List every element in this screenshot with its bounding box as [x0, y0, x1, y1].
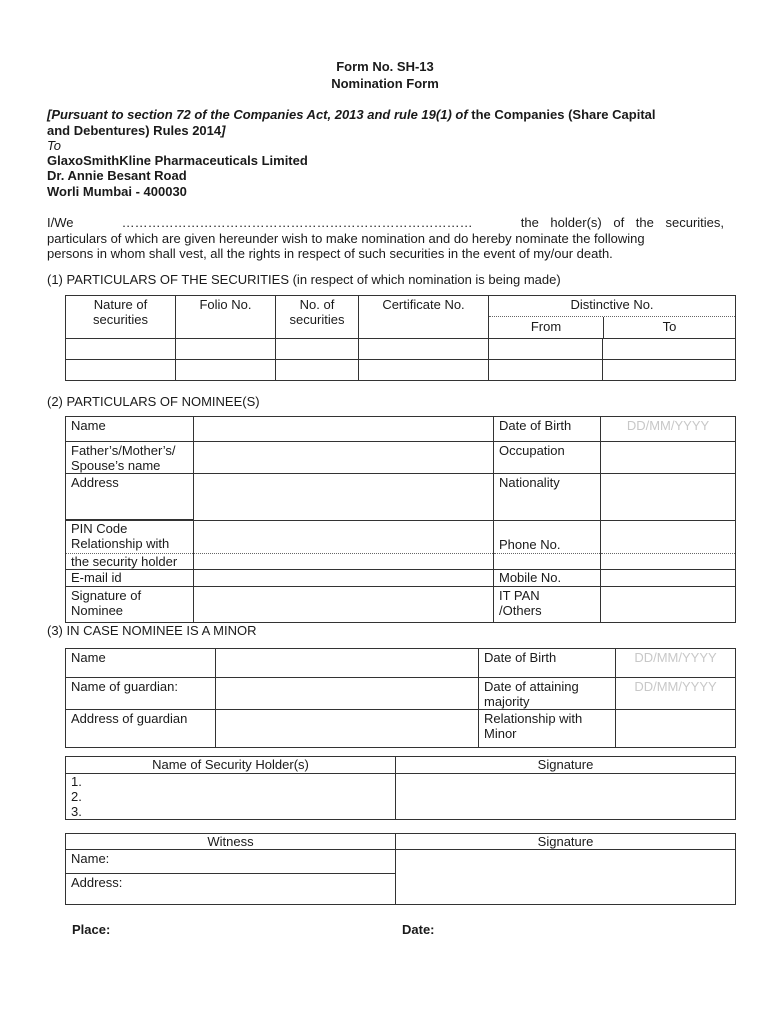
- nominee-mobile-label: Mobile No.: [494, 570, 601, 587]
- nominee-dob-field[interactable]: DD/MM/YYYY: [601, 417, 736, 442]
- cell-cert[interactable]: [359, 339, 489, 360]
- minor-table: [65, 648, 736, 748]
- minor-guardian-address-label: Address of guardian: [66, 710, 216, 748]
- cell-from[interactable]: [489, 339, 603, 360]
- witness-header: Witness: [66, 834, 396, 850]
- nominee-phone-spacer: [494, 554, 601, 570]
- nominee-occupation-label: Occupation: [494, 442, 601, 474]
- nominee-name-field[interactable]: [194, 417, 494, 442]
- declaration-line2: particulars of which are given hereunder wish to make nomination and do hereby nominate the following: [47, 231, 645, 246]
- minor-relationship-label: Relationship with Minor: [479, 710, 616, 748]
- company-street: Dr. Annie Besant Road: [47, 168, 187, 183]
- col-distinctive: [489, 296, 736, 339]
- nominee-occupation-field[interactable]: [601, 442, 736, 474]
- minor-relationship-field[interactable]: [616, 710, 736, 748]
- minor-guardian-label: Name of guardian:: [66, 678, 216, 710]
- col-no-securities: No. of securities: [276, 296, 359, 339]
- holder-row-3: 3.: [71, 804, 82, 819]
- declaration-holder-text: the holder(s) of the securities,: [520, 215, 724, 230]
- cell-cert[interactable]: [359, 360, 489, 381]
- witness-table: [65, 833, 736, 905]
- nominee-signature-label: Signature of Nominee: [66, 587, 194, 623]
- cell-nature[interactable]: [66, 339, 176, 360]
- declaration-iwe: I/We: [47, 215, 74, 230]
- nominee-heading: (2) PARTICULARS OF NOMINEE(S): [47, 394, 260, 409]
- minor-name-field[interactable]: [216, 649, 479, 678]
- pursuant-line2: and Debentures) Rules 2014: [47, 123, 222, 138]
- holders-table: [65, 756, 736, 820]
- col-nature: Nature of securities: [66, 296, 176, 339]
- col-certificate: Certificate No.: [359, 296, 489, 339]
- col-folio: Folio No.: [176, 296, 276, 339]
- cell-folio[interactable]: [176, 339, 276, 360]
- pursuant-italic: [Pursuant to section 72 of the Companies Act, 2013 and rule 19(1) of: [47, 107, 468, 122]
- col-to: To: [662, 319, 677, 334]
- securities-row: [66, 360, 736, 381]
- cell-no[interactable]: [276, 360, 359, 381]
- col-from: From: [489, 317, 604, 338]
- nominee-parent-label: Father’s/Mother’s/ Spouse’s name: [66, 442, 194, 474]
- form-name: Nomination Form: [331, 76, 439, 91]
- nominee-relationship-field[interactable]: [194, 521, 494, 554]
- nominee-pin-label: PIN Code: [71, 521, 128, 536]
- pursuant-statement: [47, 107, 656, 122]
- minor-guardian-field[interactable]: [216, 678, 479, 710]
- nominee-phone-label: Phone No.: [494, 521, 601, 554]
- nominee-address-label: Address: [66, 474, 194, 520]
- nominee-nationality-label: Nationality: [494, 474, 601, 521]
- form-number: Form No. SH-13: [336, 59, 434, 74]
- distinctive-label: Distinctive No.: [489, 296, 735, 317]
- holder-row-1: 1.: [71, 774, 82, 789]
- declaration-line1: [47, 215, 724, 230]
- nominee-address-field[interactable]: [194, 474, 494, 521]
- cell-no[interactable]: [276, 339, 359, 360]
- holders-signature-cell[interactable]: [396, 774, 736, 820]
- nominee-email-field[interactable]: [194, 570, 494, 587]
- nominee-table: [65, 416, 736, 623]
- place-label: Place:: [72, 922, 111, 937]
- pursuant-statement-line2: [47, 123, 225, 138]
- nominee-phone-field-2[interactable]: [601, 554, 736, 570]
- holders-signature-header: Signature: [396, 757, 736, 774]
- nominee-mobile-field[interactable]: [601, 570, 736, 587]
- nominee-itpan-label: IT PAN /Others: [494, 587, 601, 623]
- to-label: To: [47, 138, 61, 153]
- minor-dob-field[interactable]: DD/MM/YYYY: [616, 649, 736, 678]
- witness-address-label[interactable]: Address:: [66, 874, 396, 905]
- nominee-email-label: E-mail id: [66, 570, 194, 587]
- company-city: Worli Mumbai - 400030: [47, 184, 187, 199]
- nominee-itpan-field[interactable]: [601, 587, 736, 623]
- securities-row: [66, 339, 736, 360]
- cell-nature[interactable]: [66, 360, 176, 381]
- nominee-dob-label: Date of Birth: [494, 417, 601, 442]
- declaration-line3: persons in whom shall vest, all the rights in respect of such securities in the event of my/our death.: [47, 246, 613, 261]
- company-name: GlaxoSmithKline Pharmaceuticals Limited: [47, 153, 308, 168]
- cell-to[interactable]: [603, 360, 736, 381]
- pursuant-close: ]: [221, 123, 226, 138]
- minor-guardian-address-field[interactable]: [216, 710, 479, 748]
- nominee-parent-field[interactable]: [194, 442, 494, 474]
- minor-heading: (3) IN CASE NOMINEE IS A MINOR: [47, 623, 257, 638]
- date-label: Date:: [402, 922, 435, 937]
- minor-name-label: Name: [66, 649, 216, 678]
- cell-from[interactable]: [489, 360, 603, 381]
- cell-folio[interactable]: [176, 360, 276, 381]
- nominee-relationship-label-2: the security holder: [66, 554, 194, 570]
- declaration-name-blank[interactable]: ………………………………………………………………………: [121, 215, 473, 230]
- nominee-relationship-field-2[interactable]: [194, 554, 494, 570]
- holders-name-cell[interactable]: [66, 774, 396, 820]
- nominee-nationality-field[interactable]: [601, 474, 736, 521]
- witness-name-label[interactable]: Name:: [66, 850, 396, 874]
- holders-name-header: Name of Security Holder(s): [66, 757, 396, 774]
- securities-heading: (1) PARTICULARS OF THE SECURITIES (in respect of which nomination is being made): [47, 272, 561, 287]
- minor-majority-label: Date of attaining majority: [479, 678, 616, 710]
- witness-signature-header: Signature: [396, 834, 736, 850]
- nominee-name-label: Name: [66, 417, 194, 442]
- pursuant-rest: the Companies (Share Capital: [467, 107, 656, 122]
- nominee-relationship-label: PIN Code Relationship with: [66, 521, 194, 554]
- minor-majority-field[interactable]: DD/MM/YYYY: [616, 678, 736, 710]
- cell-to[interactable]: [603, 339, 736, 360]
- securities-table: [65, 295, 736, 381]
- witness-signature-field[interactable]: [396, 850, 736, 905]
- nominee-phone-field[interactable]: [601, 521, 736, 554]
- minor-dob-label: Date of Birth: [479, 649, 616, 678]
- holder-row-2: 2.: [71, 789, 82, 804]
- nominee-signature-field[interactable]: [194, 587, 494, 623]
